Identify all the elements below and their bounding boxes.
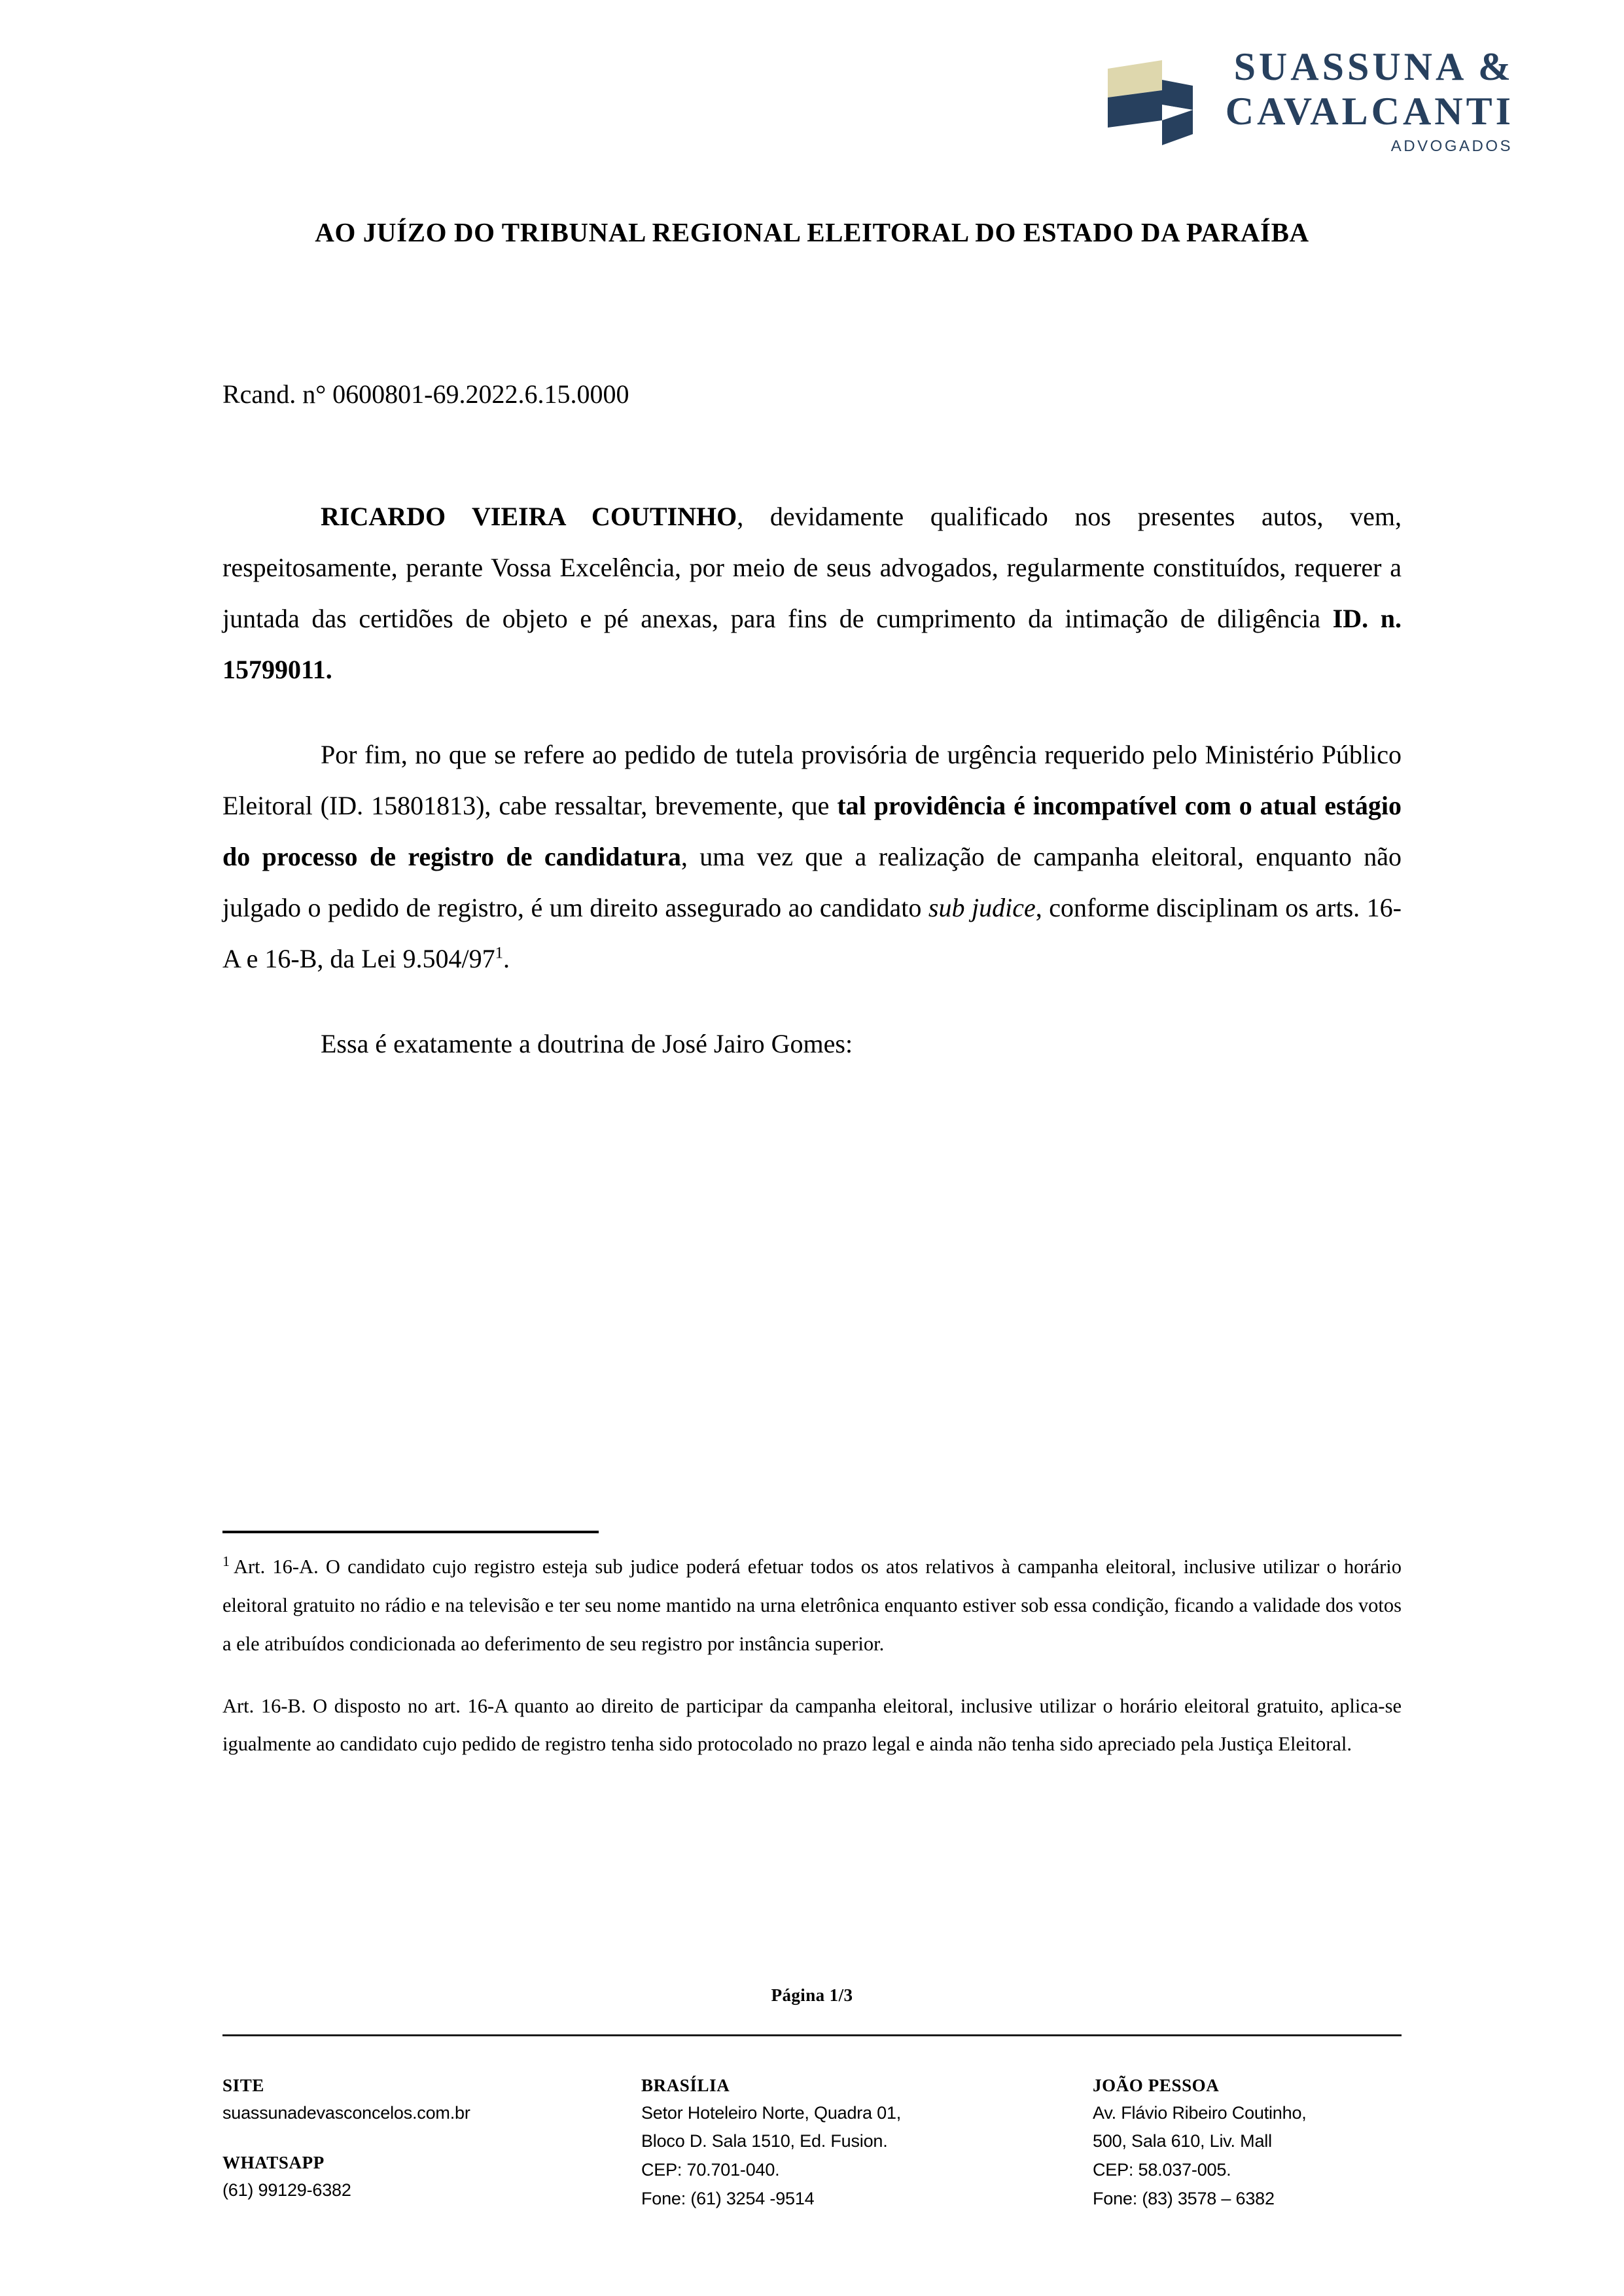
- footer-brasilia-cep: CEP: 70.701-040.: [641, 2159, 780, 2180]
- party-name: RICARDO VIEIRA COUTINHO: [321, 502, 737, 532]
- footnote-section: [222, 1531, 1402, 1764]
- footnote-separator: [222, 1531, 599, 1533]
- paragraph-tutela: [222, 729, 1402, 984]
- footnote-text-1: Art. 16-A. O candidato cujo registro esteja sub judice poderá efetuar todos os atos relativos à campanha eleitoral, inclusive utilizar o horário eleitoral gratuito no rádio e na televisão e ter seu nome mantido na urna eletrônica enquanto estiver sob essa condição, ficando a validade dos votos a ele atribuídos condicionada ao deferimento de seu registro por instância superior.: [222, 1556, 1402, 1655]
- footer-joao-pessoa-line-2: 500, Sala 610, Liv. Mall: [1093, 2131, 1272, 2151]
- footer-brasilia-line-2: Bloco D. Sala 1510, Ed. Fusion.: [641, 2131, 888, 2151]
- logo-name-line2: CAVALCANTI: [1225, 90, 1514, 133]
- footer-spacer: [222, 2127, 641, 2149]
- page-title: AO JUÍZO DO TRIBUNAL REGIONAL ELEITORAL DO ESTADO DA PARAÍBA: [315, 217, 1309, 247]
- case-number: Rcand. n° 0600801-69.2022.6.15.0000: [222, 379, 629, 409]
- footnote-item-1: [222, 1548, 1402, 1663]
- paragraph-tutela-text-c: , conforme disciplinam os arts. 16-A e 16-B, da Lei 9.504/97: [222, 893, 1402, 974]
- logo-name-line1: SUASSUNA &: [1233, 45, 1514, 88]
- footer-heading-whatsapp: WHATSAPP: [222, 2153, 325, 2173]
- logo-subtitle: ADVOGADOS: [1390, 137, 1513, 155]
- page-number: Página 1/3: [771, 1985, 853, 2005]
- paragraph-tutela-text-d: .: [503, 944, 510, 974]
- logo-wordmark: [1226, 47, 1514, 154]
- footnote-item-2: Art. 16-B. O disposto no art. 16-A quanto ao direito de participar da campanha eleitoral, inclusive utilizar o horário eleitoral gratuito, aplica-se igualmente ao candidato cujo pedido de registro tenha sido protocolado no prazo legal e ainda não tenha sido apreciado pela Justiça Eleitoral.: [222, 1694, 1402, 1756]
- footer-heading-site: SITE: [222, 2076, 264, 2095]
- footer-joao-pessoa-cep: CEP: 58.037-005.: [1093, 2159, 1231, 2180]
- footer-site-url[interactable]: suassunadevasconcelos.com.br: [222, 2102, 470, 2123]
- footer-whatsapp-number[interactable]: (61) 99129-6382: [222, 2180, 351, 2200]
- letterhead: [1093, 47, 1514, 154]
- footer-divider: [222, 2034, 1402, 2036]
- paragraph-tutela-text-a: Por fim, no que se refere ao pedido de tutela provisória de urgência requerido pelo Ministério Público Eleitoral (ID. 15801813), cabe ressaltar, brevemente, que: [222, 740, 1402, 821]
- paragraph-tutela-bold-a: tal providência é incompatível com o atual estágio do processo de registro de candidatura: [222, 791, 1402, 872]
- footer-column-brasilia: [641, 2072, 1093, 2213]
- footer-column-site-whatsapp: [222, 2072, 641, 2204]
- document-body: [222, 216, 1402, 1070]
- paragraph-tutela-text-b: , uma vez que a realização de campanha eleitoral, enquanto não julgado o pedido de registro, é um direito assegurado ao candidato: [222, 842, 1402, 923]
- paragraph-tutela-italic-sub-judice: sub judice: [928, 893, 1036, 923]
- paragraph-doctrine: Essa é exatamente a doutrina de José Jairo Gomes:: [321, 1029, 853, 1059]
- footnote-reference-1[interactable]: 1: [495, 944, 504, 962]
- footer-joao-pessoa-line-1: Av. Flávio Ribeiro Coutinho,: [1093, 2102, 1307, 2123]
- footer-joao-pessoa-phone[interactable]: Fone: (83) 3578 – 6382: [1093, 2188, 1275, 2208]
- paragraph-request: [222, 491, 1402, 695]
- footer-heading-joao-pessoa: JOÃO PESSOA: [1093, 2076, 1220, 2095]
- suassuna-cavalcanti-logo-mark: [1093, 48, 1206, 153]
- footer-column-joao-pessoa: [1093, 2072, 1538, 2213]
- page-footer: [222, 2072, 1428, 2213]
- footnote-marker-1: 1: [222, 1552, 230, 1569]
- diligence-id: ID. n. 15799011.: [222, 604, 1402, 685]
- footer-brasilia-line-1: Setor Hoteleiro Norte, Quadra 01,: [641, 2102, 902, 2123]
- paragraph-request-text: , devidamente qualificado nos presentes autos, vem, respeitosamente, perante Vossa Excelência, por meio de seus advogados, regularmente constituídos, requerer a juntada das certidões de objeto e pé anexas, para fins de cumprimento da intimação de diligência: [222, 502, 1402, 634]
- footer-brasilia-phone[interactable]: Fone: (61) 3254 -9514: [641, 2188, 815, 2208]
- footer-heading-brasilia: BRASÍLIA: [641, 2076, 730, 2095]
